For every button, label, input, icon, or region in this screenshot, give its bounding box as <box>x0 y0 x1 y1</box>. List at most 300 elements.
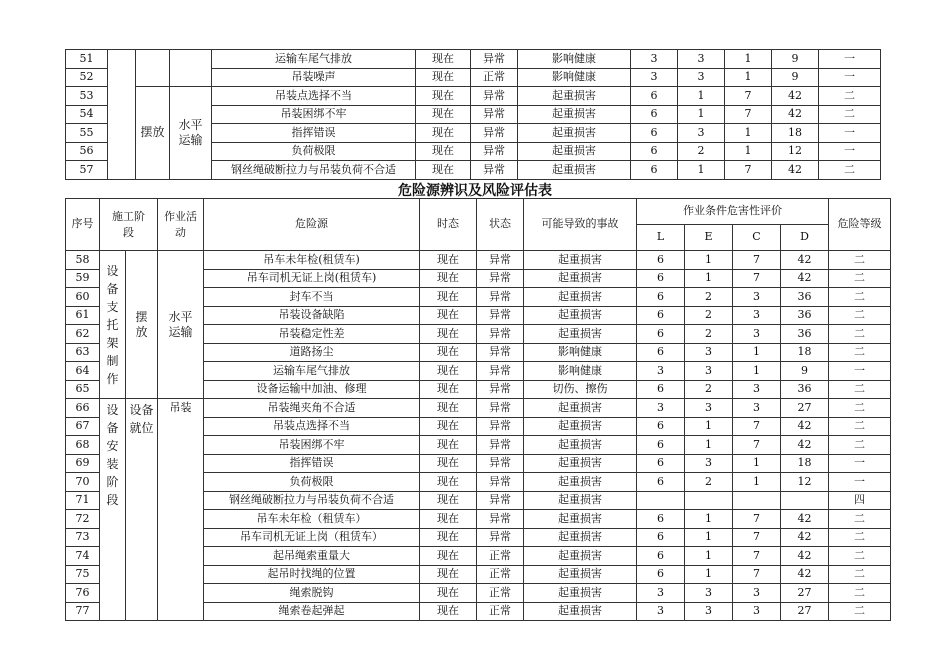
C-cell: 3 <box>733 288 781 307</box>
state-cell: 异常 <box>477 380 524 399</box>
E-cell: 1 <box>678 87 725 106</box>
hazard-cell: 吊车司机无证上岗（租赁车） <box>204 528 420 547</box>
D-cell: 27 <box>781 602 829 621</box>
table-row <box>66 251 891 270</box>
row-number: 75 <box>66 565 100 584</box>
C-cell: 3 <box>733 399 781 418</box>
state-cell: 异常 <box>477 325 524 344</box>
state-cell: 异常 <box>477 251 524 270</box>
table-row <box>66 50 881 69</box>
D-cell <box>781 491 829 510</box>
E-cell: 1 <box>685 565 733 584</box>
tense-cell: 现在 <box>420 510 477 529</box>
tense-cell: 现在 <box>420 362 477 381</box>
level-cell: 二 <box>829 436 891 455</box>
hazard-cell: 吊装设备缺陷 <box>204 306 420 325</box>
L-cell: 6 <box>637 269 685 288</box>
E-cell: 1 <box>685 510 733 529</box>
D-cell: 18 <box>772 124 819 143</box>
D-cell: 42 <box>772 87 819 106</box>
header-state: 状态 <box>477 199 524 251</box>
header-L: L <box>637 225 685 251</box>
activity-sub-cell: 摆放 <box>136 87 170 180</box>
level-cell: 二 <box>829 251 891 270</box>
state-cell: 异常 <box>477 454 524 473</box>
D-cell: 36 <box>781 380 829 399</box>
L-cell <box>637 491 685 510</box>
row-number: 71 <box>66 491 100 510</box>
L-cell: 6 <box>637 325 685 344</box>
D-cell: 42 <box>781 417 829 436</box>
E-cell: 2 <box>685 473 733 492</box>
level-cell: 一 <box>819 142 881 161</box>
row-number: 58 <box>66 251 100 270</box>
accident-cell: 起重损害 <box>518 124 631 143</box>
level-cell: 二 <box>829 584 891 603</box>
L-cell: 6 <box>637 288 685 307</box>
hazard-cell: 道路扬尘 <box>204 343 420 362</box>
row-number: 59 <box>66 269 100 288</box>
header-hazard: 危险源 <box>204 199 420 251</box>
accident-cell: 起重损害 <box>524 288 637 307</box>
state-cell: 异常 <box>477 269 524 288</box>
hazard-cell: 绳索脱钩 <box>204 584 420 603</box>
E-cell: 3 <box>685 343 733 362</box>
L-cell: 6 <box>631 87 678 106</box>
tense-cell: 现在 <box>420 380 477 399</box>
D-cell: 9 <box>781 362 829 381</box>
L-cell: 6 <box>631 105 678 124</box>
state-cell: 异常 <box>471 142 518 161</box>
tense-cell: 现在 <box>420 343 477 362</box>
accident-cell: 影响健康 <box>518 68 631 87</box>
L-cell: 6 <box>637 251 685 270</box>
hazard-cell: 钢丝绳破断拉力与吊装负荷不合适 <box>212 161 416 180</box>
hazard-cell: 运输车尾气排放 <box>204 362 420 381</box>
level-cell: 二 <box>829 528 891 547</box>
state-cell: 异常 <box>477 510 524 529</box>
hazard-cell: 吊装困绑不牢 <box>212 105 416 124</box>
accident-cell: 起重损害 <box>524 473 637 492</box>
accident-cell: 起重损害 <box>518 142 631 161</box>
header-eval: 作业条件危害性评价 <box>637 199 829 225</box>
state-cell: 异常 <box>477 343 524 362</box>
activity-blank-cell <box>136 50 170 87</box>
E-cell: 3 <box>685 584 733 603</box>
stage-cell <box>108 50 136 180</box>
hazard-cell: 运输车尾气排放 <box>212 50 416 69</box>
C-cell: 1 <box>725 124 772 143</box>
E-cell: 3 <box>678 68 725 87</box>
state-cell: 异常 <box>471 87 518 106</box>
level-cell: 二 <box>819 105 881 124</box>
hazard-cell: 封车不当 <box>204 288 420 307</box>
row-number: 56 <box>66 142 108 161</box>
L-cell: 6 <box>637 547 685 566</box>
level-cell: 二 <box>829 306 891 325</box>
C-cell: 1 <box>733 362 781 381</box>
L-cell: 3 <box>637 584 685 603</box>
accident-cell: 起重损害 <box>518 87 631 106</box>
C-cell: 7 <box>733 269 781 288</box>
row-number: 69 <box>66 454 100 473</box>
row-number: 54 <box>66 105 108 124</box>
hazard-cell: 吊车未年检（租赁车） <box>204 510 420 529</box>
hazard-cell: 吊车未年检(租赁车) <box>204 251 420 270</box>
accident-cell: 起重损害 <box>518 105 631 124</box>
state-cell: 异常 <box>477 528 524 547</box>
tense-cell: 现在 <box>420 454 477 473</box>
hazard-cell: 绳索卷起弹起 <box>204 602 420 621</box>
row-number: 57 <box>66 161 108 180</box>
L-cell: 3 <box>631 68 678 87</box>
D-cell: 18 <box>781 343 829 362</box>
D-cell: 12 <box>772 142 819 161</box>
C-cell: 7 <box>733 565 781 584</box>
row-number: 67 <box>66 417 100 436</box>
L-cell: 6 <box>637 436 685 455</box>
L-cell: 6 <box>637 565 685 584</box>
tense-cell: 现在 <box>416 142 471 161</box>
E-cell: 1 <box>685 547 733 566</box>
accident-cell: 影响健康 <box>524 362 637 381</box>
state-cell: 异常 <box>477 473 524 492</box>
tense-cell: 现在 <box>416 68 471 87</box>
C-cell: 1 <box>725 50 772 69</box>
level-cell: 二 <box>829 510 891 529</box>
level-cell: 二 <box>829 269 891 288</box>
row-number: 70 <box>66 473 100 492</box>
E-cell: 3 <box>678 50 725 69</box>
stage-cell: 设备安装阶段 <box>100 399 126 621</box>
C-cell: 3 <box>733 325 781 344</box>
C-cell: 7 <box>733 528 781 547</box>
row-number: 64 <box>66 362 100 381</box>
C-cell: 3 <box>733 306 781 325</box>
level-cell: 二 <box>829 325 891 344</box>
L-cell: 3 <box>637 362 685 381</box>
level-cell: 一 <box>819 50 881 69</box>
tense-cell: 现在 <box>416 124 471 143</box>
hazard-cell: 起吊绳索重量大 <box>204 547 420 566</box>
state-cell: 正常 <box>477 602 524 621</box>
hazard-cell: 吊装稳定性差 <box>204 325 420 344</box>
E-cell: 2 <box>685 325 733 344</box>
accident-cell: 起重损害 <box>524 547 637 566</box>
row-number: 72 <box>66 510 100 529</box>
D-cell: 18 <box>781 454 829 473</box>
hazard-cell: 设备运输中加油、修理 <box>204 380 420 399</box>
state-cell: 正常 <box>477 565 524 584</box>
accident-cell: 起重损害 <box>524 269 637 288</box>
D-cell: 27 <box>781 399 829 418</box>
D-cell: 42 <box>781 547 829 566</box>
header-E: E <box>685 225 733 251</box>
row-number: 52 <box>66 68 108 87</box>
row-number: 68 <box>66 436 100 455</box>
row-number: 62 <box>66 325 100 344</box>
E-cell: 3 <box>685 602 733 621</box>
state-cell: 异常 <box>477 306 524 325</box>
D-cell: 42 <box>781 528 829 547</box>
tense-cell: 现在 <box>416 105 471 124</box>
activity-main-cell: 水平运输 <box>170 87 212 180</box>
L-cell: 6 <box>631 124 678 143</box>
level-cell: 四 <box>829 491 891 510</box>
header-D: D <box>781 225 829 251</box>
C-cell: 3 <box>733 380 781 399</box>
L-cell: 3 <box>631 50 678 69</box>
activity-main-cell: 水平运输 <box>158 251 204 399</box>
table-row <box>66 399 891 418</box>
C-cell: 1 <box>733 343 781 362</box>
hazard-cell: 负荷极限 <box>204 473 420 492</box>
state-cell: 异常 <box>471 50 518 69</box>
L-cell: 6 <box>637 528 685 547</box>
D-cell: 42 <box>781 269 829 288</box>
level-cell: 一 <box>819 124 881 143</box>
E-cell: 1 <box>685 417 733 436</box>
C-cell: 3 <box>733 584 781 603</box>
C-cell: 7 <box>733 547 781 566</box>
row-number: 53 <box>66 87 108 106</box>
row-number: 63 <box>66 343 100 362</box>
D-cell: 42 <box>781 510 829 529</box>
state-cell: 异常 <box>477 288 524 307</box>
C-cell: 7 <box>733 417 781 436</box>
row-number: 60 <box>66 288 100 307</box>
row-number: 77 <box>66 602 100 621</box>
accident-cell: 起重损害 <box>524 436 637 455</box>
E-cell: 2 <box>685 306 733 325</box>
tense-cell: 现在 <box>420 436 477 455</box>
row-number: 66 <box>66 399 100 418</box>
tense-cell: 现在 <box>420 417 477 436</box>
row-number: 51 <box>66 50 108 69</box>
activity-main-cell: 吊装 <box>158 399 204 621</box>
level-cell: 一 <box>829 362 891 381</box>
L-cell: 3 <box>637 602 685 621</box>
tense-cell: 现在 <box>420 399 477 418</box>
state-cell: 异常 <box>477 417 524 436</box>
E-cell: 3 <box>685 454 733 473</box>
L-cell: 6 <box>637 306 685 325</box>
C-cell: 3 <box>733 602 781 621</box>
header-tense: 时态 <box>420 199 477 251</box>
state-cell: 正常 <box>477 584 524 603</box>
row-number: 74 <box>66 547 100 566</box>
tense-cell: 现在 <box>420 269 477 288</box>
accident-cell: 起重损害 <box>518 161 631 180</box>
hazard-cell: 吊装绳夹角不合适 <box>204 399 420 418</box>
risk-table-continued <box>65 49 881 180</box>
C-cell: 1 <box>733 454 781 473</box>
state-cell: 正常 <box>477 547 524 566</box>
L-cell: 3 <box>637 399 685 418</box>
level-cell: 二 <box>829 380 891 399</box>
accident-cell: 起重损害 <box>524 325 637 344</box>
level-cell: 二 <box>829 288 891 307</box>
accident-cell: 起重损害 <box>524 510 637 529</box>
C-cell: 1 <box>733 473 781 492</box>
header-accident: 可能导致的事故 <box>524 199 637 251</box>
state-cell: 异常 <box>471 161 518 180</box>
row-number: 76 <box>66 584 100 603</box>
L-cell: 6 <box>637 417 685 436</box>
hazard-cell: 吊装噪声 <box>212 68 416 87</box>
accident-cell: 起重损害 <box>524 584 637 603</box>
state-cell: 异常 <box>477 399 524 418</box>
accident-cell: 起重损害 <box>524 417 637 436</box>
accident-cell: 起重损害 <box>524 528 637 547</box>
hazard-cell: 吊装点选择不当 <box>204 417 420 436</box>
C-cell: 7 <box>725 161 772 180</box>
level-cell: 二 <box>829 399 891 418</box>
tense-cell: 现在 <box>420 602 477 621</box>
hazard-cell: 指挥错误 <box>212 124 416 143</box>
accident-cell: 起重损害 <box>524 454 637 473</box>
E-cell: 1 <box>678 105 725 124</box>
row-number: 65 <box>66 380 100 399</box>
E-cell: 1 <box>685 436 733 455</box>
accident-cell: 起重损害 <box>524 565 637 584</box>
hazard-cell: 负荷极限 <box>212 142 416 161</box>
tense-cell: 现在 <box>420 565 477 584</box>
tense-cell: 现在 <box>420 306 477 325</box>
state-cell: 正常 <box>471 68 518 87</box>
level-cell: 二 <box>819 161 881 180</box>
state-cell: 异常 <box>477 436 524 455</box>
table-row <box>66 87 881 106</box>
C-cell: 1 <box>725 68 772 87</box>
tense-cell: 现在 <box>420 547 477 566</box>
D-cell: 27 <box>781 584 829 603</box>
stage-cell: 设备支托架制作 <box>100 251 126 399</box>
state-cell: 异常 <box>477 362 524 381</box>
D-cell: 42 <box>772 161 819 180</box>
page-title: 危险源辨识及风险评估表 <box>398 183 552 199</box>
accident-cell: 起重损害 <box>524 251 637 270</box>
D-cell: 36 <box>781 306 829 325</box>
L-cell: 6 <box>637 454 685 473</box>
D-cell: 42 <box>781 436 829 455</box>
level-cell: 二 <box>829 565 891 584</box>
L-cell: 6 <box>637 473 685 492</box>
tense-cell: 现在 <box>416 87 471 106</box>
C-cell: 7 <box>733 436 781 455</box>
header-activity: 作业活动 <box>158 199 204 251</box>
L-cell: 6 <box>631 142 678 161</box>
accident-cell: 起重损害 <box>524 399 637 418</box>
accident-cell: 起重损害 <box>524 491 637 510</box>
L-cell: 6 <box>637 343 685 362</box>
C-cell <box>733 491 781 510</box>
hazard-cell: 指挥错误 <box>204 454 420 473</box>
level-cell: 一 <box>819 68 881 87</box>
D-cell: 36 <box>781 288 829 307</box>
tense-cell: 现在 <box>420 473 477 492</box>
activity-blank-cell <box>170 50 212 87</box>
C-cell: 7 <box>725 105 772 124</box>
E-cell: 2 <box>678 142 725 161</box>
level-cell: 一 <box>829 454 891 473</box>
E-cell: 1 <box>678 161 725 180</box>
level-cell: 二 <box>829 417 891 436</box>
E-cell: 2 <box>685 288 733 307</box>
activity-sub-cell: 设备就位 <box>126 399 158 621</box>
E-cell: 1 <box>685 528 733 547</box>
D-cell: 12 <box>781 473 829 492</box>
tense-cell: 现在 <box>420 528 477 547</box>
level-cell: 一 <box>829 473 891 492</box>
tense-cell: 现在 <box>416 50 471 69</box>
row-number: 55 <box>66 124 108 143</box>
E-cell <box>685 491 733 510</box>
accident-cell: 影响健康 <box>518 50 631 69</box>
level-cell: 二 <box>819 87 881 106</box>
C-cell: 7 <box>725 87 772 106</box>
hazard-cell: 吊装点选择不当 <box>212 87 416 106</box>
header-C: C <box>733 225 781 251</box>
hazard-cell: 起吊时找绳的位置 <box>204 565 420 584</box>
tense-cell: 现在 <box>416 161 471 180</box>
E-cell: 3 <box>678 124 725 143</box>
accident-cell: 起重损害 <box>524 602 637 621</box>
hazard-cell: 吊装困绑不牢 <box>204 436 420 455</box>
E-cell: 3 <box>685 362 733 381</box>
tense-cell: 现在 <box>420 251 477 270</box>
level-cell: 二 <box>829 602 891 621</box>
C-cell: 7 <box>733 510 781 529</box>
E-cell: 1 <box>685 269 733 288</box>
accident-cell: 起重损害 <box>524 306 637 325</box>
state-cell: 异常 <box>477 491 524 510</box>
hazard-cell: 吊车司机无证上岗(租赁车) <box>204 269 420 288</box>
L-cell: 6 <box>631 161 678 180</box>
E-cell: 3 <box>685 399 733 418</box>
D-cell: 36 <box>781 325 829 344</box>
tense-cell: 现在 <box>420 288 477 307</box>
level-cell: 二 <box>829 547 891 566</box>
row-number: 73 <box>66 528 100 547</box>
tense-cell: 现在 <box>420 584 477 603</box>
D-cell: 42 <box>781 251 829 270</box>
tense-cell: 现在 <box>420 491 477 510</box>
activity-sub-cell: 摆放 <box>126 251 158 399</box>
level-cell: 二 <box>829 343 891 362</box>
E-cell: 2 <box>685 380 733 399</box>
L-cell: 6 <box>637 510 685 529</box>
header-no: 序号 <box>66 199 100 251</box>
E-cell: 1 <box>685 251 733 270</box>
D-cell: 42 <box>772 105 819 124</box>
state-cell: 异常 <box>471 124 518 143</box>
row-number: 61 <box>66 306 100 325</box>
hazard-cell: 钢丝绳破断拉力与吊装负荷不合适 <box>204 491 420 510</box>
D-cell: 42 <box>781 565 829 584</box>
L-cell: 6 <box>637 380 685 399</box>
D-cell: 9 <box>772 68 819 87</box>
risk-table <box>65 198 891 621</box>
C-cell: 7 <box>733 251 781 270</box>
header-stage: 施工阶段 <box>100 199 158 251</box>
C-cell: 1 <box>725 142 772 161</box>
tense-cell: 现在 <box>420 325 477 344</box>
accident-cell: 切伤、擦伤 <box>524 380 637 399</box>
D-cell: 9 <box>772 50 819 69</box>
accident-cell: 影响健康 <box>524 343 637 362</box>
state-cell: 异常 <box>471 105 518 124</box>
